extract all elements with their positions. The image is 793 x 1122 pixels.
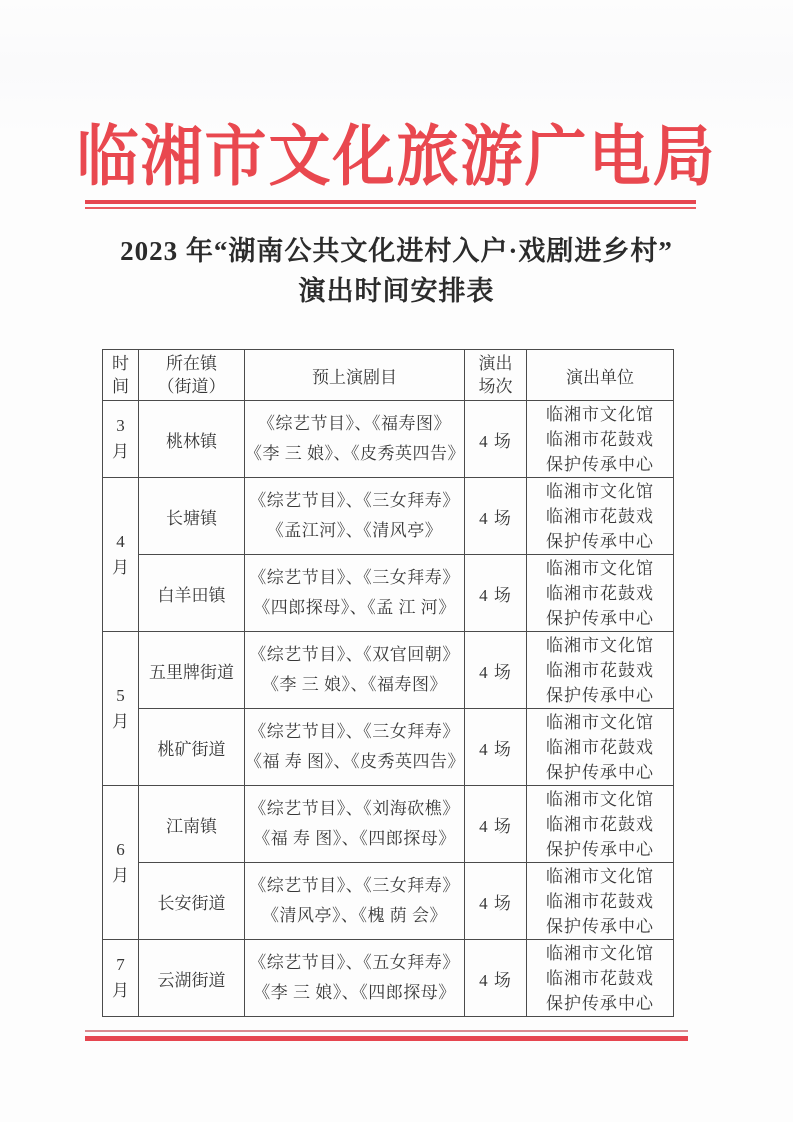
programs-line2: 《孟江河》、《清风亭》	[266, 521, 443, 540]
town-cell: 长塘镇	[139, 478, 245, 555]
header-time-line2: 间	[112, 377, 129, 396]
month-number: 6	[116, 839, 125, 859]
unit-line1: 临湘市文化馆	[546, 404, 654, 424]
month-number: 4	[116, 531, 125, 551]
header-shows-line2: 场次	[478, 377, 513, 396]
unit-cell	[527, 940, 674, 1017]
unit-line3: 保护传承中心	[546, 762, 654, 782]
unit-line2: 临湘市花鼓戏	[546, 968, 654, 988]
town-cell: 云湖街道	[139, 940, 245, 1017]
unit-line1: 临湘市文化馆	[546, 481, 654, 501]
document-title-line1: 2023 年“湖南公共文化进村入户·戏剧进乡村”	[120, 236, 673, 266]
month-cell-july	[103, 940, 139, 1017]
divider-thin-line	[85, 207, 696, 209]
programs-line2: 《李 三 娘》、《福寿图》	[262, 675, 447, 694]
programs-cell	[245, 786, 465, 863]
table-row	[103, 401, 674, 478]
table-row	[103, 632, 674, 709]
programs-line1: 《综艺节目》、《五女拜寿》	[249, 953, 460, 972]
town-cell: 桃矿街道	[139, 709, 245, 786]
header-shows-line1: 演出	[478, 354, 513, 373]
shows-cell: 4 场	[465, 555, 527, 632]
unit-cell	[527, 555, 674, 632]
footer-divider	[85, 1030, 688, 1041]
programs-line1: 《综艺节目》、《三女拜寿》	[249, 722, 460, 741]
month-cell-june	[103, 786, 139, 940]
unit-line3: 保护传承中心	[546, 993, 654, 1013]
month-character: 月	[112, 865, 129, 885]
programs-cell	[245, 940, 465, 1017]
unit-line2: 临湘市花鼓戏	[546, 814, 654, 834]
unit-line1: 临湘市文化馆	[546, 712, 654, 732]
header-time	[103, 350, 139, 401]
shows-cell: 4 场	[465, 401, 527, 478]
unit-cell	[527, 478, 674, 555]
unit-line2: 临湘市花鼓戏	[546, 660, 654, 680]
unit-line1: 临湘市文化馆	[546, 789, 654, 809]
programs-line2: 《李 三 娘》、《四郎探母》	[253, 983, 456, 1002]
footer-thick-line	[85, 1036, 688, 1041]
programs-line1: 《综艺节目》、《双官回朝》	[249, 645, 460, 664]
shows-cell: 4 场	[465, 940, 527, 1017]
letterhead-title: 临湘市文化旅游广电局	[76, 121, 717, 194]
table-row	[103, 940, 674, 1017]
programs-line2: 《福 寿 图》、《皮秀英四告》	[245, 752, 465, 771]
programs-line2: 《福 寿 图》、《四郎探母》	[253, 829, 456, 848]
table-row	[103, 709, 674, 786]
month-cell-april	[103, 478, 139, 632]
town-cell: 江南镇	[139, 786, 245, 863]
unit-cell	[527, 786, 674, 863]
unit-line3: 保护传承中心	[546, 531, 654, 551]
unit-cell	[527, 401, 674, 478]
shows-cell: 4 场	[465, 786, 527, 863]
table-row	[103, 555, 674, 632]
town-cell: 长安街道	[139, 863, 245, 940]
unit-cell	[527, 863, 674, 940]
programs-line2: 《四郎探母》、《孟 江 河》	[253, 598, 456, 617]
programs-line2: 《李 三 娘》、《皮秀英四告》	[245, 444, 465, 463]
month-number: 5	[116, 685, 125, 705]
programs-cell	[245, 478, 465, 555]
unit-line1: 临湘市文化馆	[546, 558, 654, 578]
programs-cell	[245, 632, 465, 709]
month-cell-march	[103, 401, 139, 478]
table-row	[103, 863, 674, 940]
unit-cell	[527, 709, 674, 786]
programs-line1: 《综艺节目》、《福寿图》	[258, 414, 451, 433]
unit-line3: 保护传承中心	[546, 839, 654, 859]
unit-line1: 临湘市文化馆	[546, 635, 654, 655]
document-title-line2: 演出时间安排表	[298, 276, 495, 306]
unit-line2: 临湘市花鼓戏	[546, 506, 654, 526]
header-town-line2: （街道）	[157, 377, 226, 396]
month-character: 月	[112, 557, 129, 577]
unit-line2: 临湘市花鼓戏	[546, 583, 654, 603]
programs-line1: 《综艺节目》、《三女拜寿》	[249, 876, 460, 895]
header-time-line1: 时	[112, 354, 129, 373]
table-row	[103, 786, 674, 863]
header-unit: 演出单位	[527, 350, 674, 401]
table-header-row	[103, 350, 674, 401]
shows-cell: 4 场	[465, 478, 527, 555]
town-cell: 五里牌街道	[139, 632, 245, 709]
town-cell: 白羊田镇	[139, 555, 245, 632]
unit-line3: 保护传承中心	[546, 608, 654, 628]
header-programs: 预上演剧目	[245, 350, 465, 401]
unit-line1: 临湘市文化馆	[546, 866, 654, 886]
town-cell: 桃林镇	[139, 401, 245, 478]
shows-cell: 4 场	[465, 632, 527, 709]
unit-line3: 保护传承中心	[546, 454, 654, 474]
unit-line2: 临湘市花鼓戏	[546, 891, 654, 911]
programs-cell	[245, 401, 465, 478]
programs-line1: 《综艺节目》、《三女拜寿》	[249, 491, 460, 510]
unit-line2: 临湘市花鼓戏	[546, 737, 654, 757]
shows-cell: 4 场	[465, 863, 527, 940]
document-title	[0, 231, 793, 311]
month-number: 3	[116, 416, 125, 435]
month-number: 7	[116, 955, 125, 974]
unit-cell	[527, 632, 674, 709]
schedule-table	[102, 349, 674, 1017]
month-character: 月	[112, 981, 129, 1000]
programs-line1: 《综艺节目》、《刘海砍樵》	[249, 799, 460, 818]
programs-cell	[245, 863, 465, 940]
table-row	[103, 478, 674, 555]
header-shows	[465, 350, 527, 401]
header-town	[139, 350, 245, 401]
month-cell-may	[103, 632, 139, 786]
unit-line3: 保护传承中心	[546, 916, 654, 936]
shows-cell: 4 场	[465, 709, 527, 786]
unit-line1: 临湘市文化馆	[546, 943, 654, 963]
programs-line1: 《综艺节目》、《三女拜寿》	[249, 568, 460, 587]
month-character: 月	[112, 442, 129, 461]
programs-cell	[245, 709, 465, 786]
month-character: 月	[112, 711, 129, 731]
programs-line2: 《清风亭》、《槐 荫 会》	[262, 906, 447, 925]
unit-line2: 临湘市花鼓戏	[546, 429, 654, 449]
header-town-line1: 所在镇	[166, 354, 217, 373]
unit-line3: 保护传承中心	[546, 685, 654, 705]
programs-cell	[245, 555, 465, 632]
